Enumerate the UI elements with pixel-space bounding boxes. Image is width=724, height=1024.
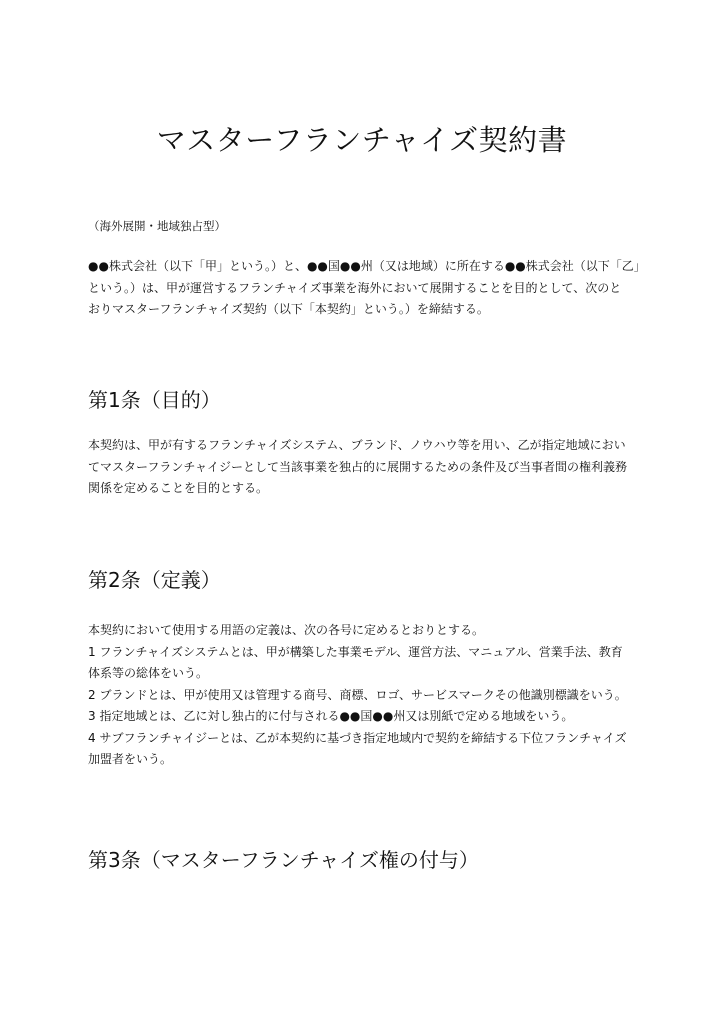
article-2-line: 本契約において使用する用語の定義は、次の各号に定めるとおりとする。: [88, 623, 485, 637]
document-subtitle: （海外展開・地域独占型）: [88, 219, 226, 233]
article-1-body: [88, 435, 640, 500]
article-1-heading: 第1条（目的）: [88, 388, 221, 412]
article-2-line: 1 フランチャイズシステムとは、甲が構築した事業モデル、運営方法、マニュアル、営業手法、教育: [88, 644, 623, 659]
article-2-heading: 第2条（定義）: [88, 568, 221, 592]
article-2-body: [88, 620, 640, 771]
article-2-line: 加盟者をいう。: [88, 752, 173, 766]
article-3-heading: 第3条（マスターフランチャイズ権の付与）: [88, 848, 479, 872]
article-1-line: 本契約は、甲が有するフランチャイズシステム、ブランド、ノウハウ等を用い、乙が指定地域におい: [88, 438, 626, 452]
document-title: マスターフランチャイズ契約書: [156, 123, 568, 157]
article-1-line: 関係を定めることを目的とする。: [88, 481, 269, 495]
article-1-line: てマスターフランチャイジーとして当該事業を独占的に展開するための条件及び当事者間の権利義務: [88, 459, 628, 474]
article-2-line: 2 ブランドとは、甲が使用又は管理する商号、商標、ロゴ、サービスマークその他識別標識をいう。: [88, 687, 627, 702]
article-2-line: 4 サブフランチャイジーとは、乙が本契約に基づき指定地域内で契約を締結する下位フランチャイズ: [88, 730, 627, 745]
preamble-line: おりマスターフランチャイズ契約（以下「本契約」という。）を締結する。: [88, 302, 489, 316]
article-2-line: 3 指定地域とは、乙に対し独占的に付与される●●国●●州又は別紙で定める地域をいう。: [88, 709, 574, 723]
preamble-line: という。）は、甲が運営するフランチャイズ事業を海外において展開することを目的として、次のと: [88, 280, 622, 295]
preamble-line: ●●株式会社（以下「甲」という。）と、●●国●●州（又は地域）に所在する●●株式会社（以下「乙」: [88, 259, 646, 273]
preamble-paragraph: [88, 256, 646, 321]
article-2-line: 体系等の総体をいう。: [88, 666, 209, 680]
